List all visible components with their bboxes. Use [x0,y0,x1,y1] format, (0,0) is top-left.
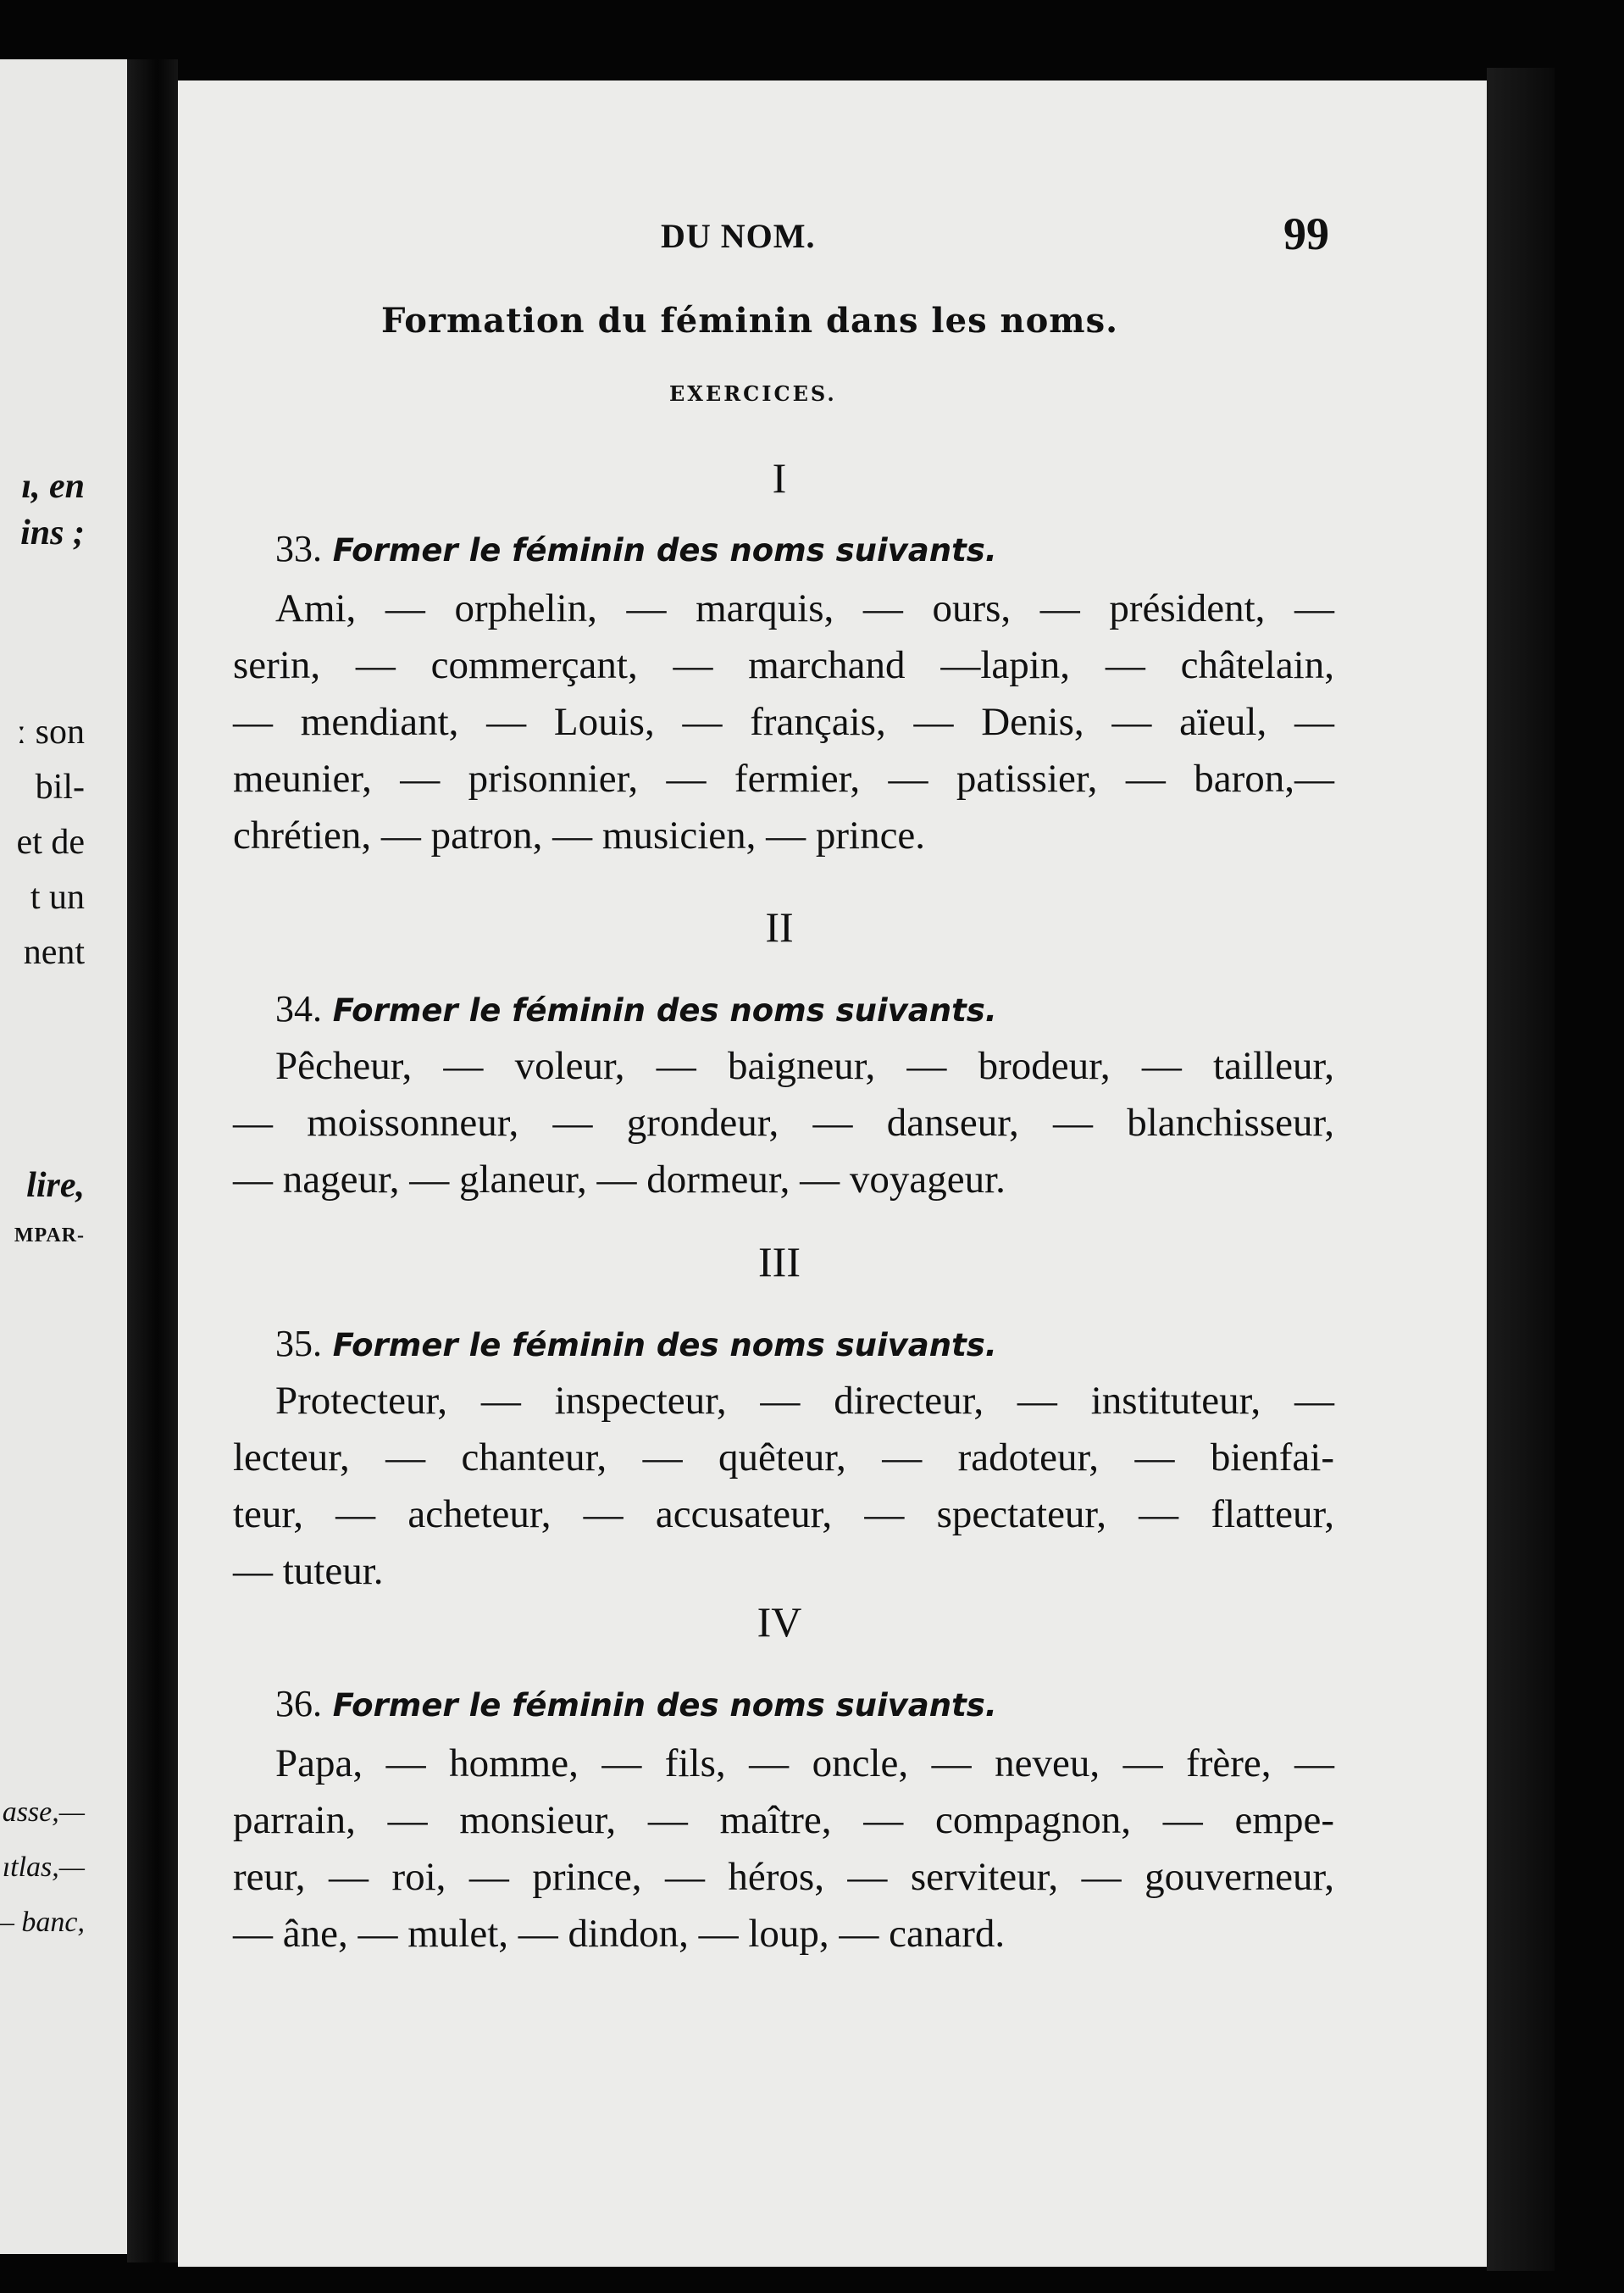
exercise-line: Protecteur, — inspecteur, — directeur, — instituteur, — [275,1379,1334,1423]
exercise-line: lecteur, — chanteur, — quêteur, — radoteur, — bienfai- [233,1435,1334,1480]
instruction-text: Former le féminin des noms suivants. [332,1327,997,1363]
instruction-text: Former le féminin des noms suivants. [332,532,997,569]
instruction-text: Former le féminin des noms suivants. [332,992,997,1029]
page-edge [1487,68,1555,2271]
left-fragment: t un [30,878,85,917]
running-head: DU NOM. [661,217,816,255]
exercise-number: 34. [275,988,322,1030]
page-number: 99 [1283,208,1329,259]
section-title: Formation du féminin dans les noms. [381,301,1119,341]
exercise-roman-numeral: II [765,903,794,951]
instruction-text: Former le féminin des noms suivants. [332,1687,997,1724]
exercise-line: chrétien, — patron, — musicien, — prince. [233,813,926,858]
left-fragment: ins ; [20,514,85,552]
exercise-number: 33. [275,528,322,569]
left-facing-page [0,59,127,2254]
exercise-line: — moissonneur, — grondeur, — danseur, — blanchisseur, [233,1101,1334,1145]
exercise-line: — âne, — mulet, — dindon, — loup, — canard. [233,1912,1006,1956]
exercise-line: — nageur, — glaneur, — dormeur, — voyageur. [233,1158,1006,1202]
exercise-number: 36. [275,1683,322,1724]
exercise-line: Ami, — orphelin, — marquis, — ours, — président, — [275,586,1334,630]
left-fragment: et de [16,823,85,862]
left-fragment: nent [23,933,85,972]
exercise-line: — tuteur. [233,1549,384,1593]
exercise-line: teur, — acheteur, — accusateur, — spectateur, — flatteur, [233,1492,1334,1536]
exercise-instruction [275,987,997,1030]
exercise-line: parrain, — monsieur, — maître, — compagnon, — empe- [233,1798,1334,1842]
exercise-roman-numeral: III [758,1238,801,1285]
left-fragment: – banc, [0,1907,85,1938]
exercise-line: reur, — roi, — prince, — héros, — serviteur, — gouverneur, [233,1855,1334,1899]
left-fragment: lire, [26,1166,85,1205]
exercise-line: meunier, — prisonnier, — fermier, — patissier, — baron,— [233,757,1334,801]
left-fragment: ː son [16,713,85,752]
exercise-instruction [275,1322,997,1365]
left-fragment: asse,— [2,1796,85,1828]
exercise-number: 35. [275,1323,322,1364]
exercise-instruction [275,1682,997,1725]
exercise-line: Papa, — homme, — fils, — oncle, — neveu, — frère, — [275,1741,1334,1785]
exercise-line: — mendiant, — Louis, — français, — Denis, — aïeul, — [233,700,1334,744]
exercise-roman-numeral: I [772,454,787,502]
book-gutter [127,59,178,2262]
exercise-roman-numeral: IV [757,1598,802,1646]
left-fragment: bil- [35,768,85,807]
left-fragment: ı, en [21,467,85,506]
exercise-line: serin, — commerçant, — marchand —lapin, — châtelain, [233,643,1334,687]
exercise-line: Pêcheur, — voleur, — baigneur, — brodeur, — tailleur, [275,1044,1334,1088]
left-fragment: ıtlas,— [2,1852,85,1883]
exercises-heading: EXERCICES. [669,381,837,406]
exercise-instruction [275,527,997,570]
left-fragment: MPAR- [14,1224,85,1246]
